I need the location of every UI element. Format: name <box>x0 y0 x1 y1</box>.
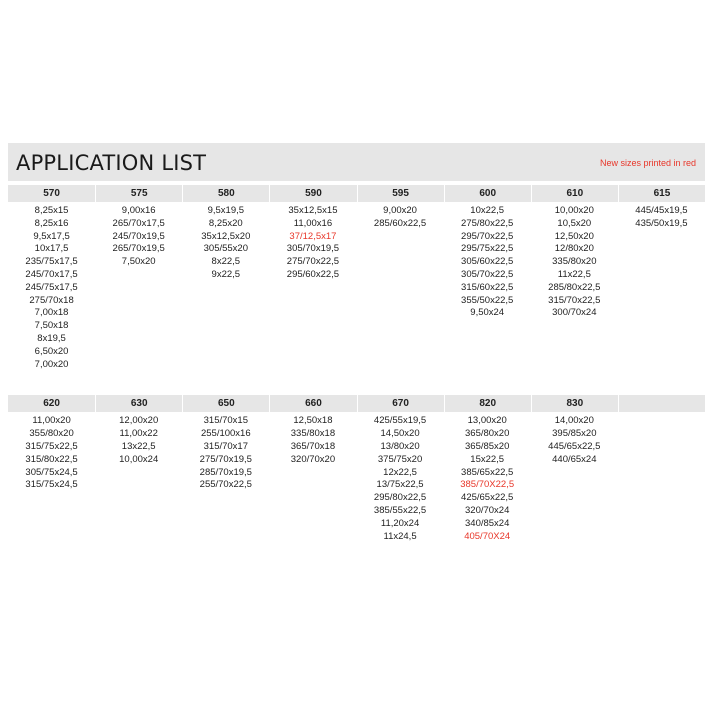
tire-size: 355/50x22,5 <box>461 294 514 306</box>
tire-size: 10,00x20 <box>554 205 594 216</box>
tire-size: 7,00x20 <box>34 358 69 370</box>
tire-size: 9,5x19,5 <box>207 205 245 216</box>
model-header: 575 <box>95 185 182 202</box>
tire-size: 12,00x20 <box>119 415 159 427</box>
model-header: 600 <box>444 185 531 202</box>
tire-size: 305/70x19,5 <box>286 243 340 255</box>
tire-size: 295/75x22,5 <box>461 243 514 255</box>
tire-size: 12,50x20 <box>554 230 594 242</box>
tire-size: 9,50x24 <box>470 307 505 319</box>
page-title: APPLICATION LIST <box>16 151 207 175</box>
tire-size: 6,50x20 <box>34 345 69 357</box>
application-list-sheet <box>8 143 705 543</box>
tire-size: 375/75x20 <box>377 453 423 465</box>
model-header: 610 <box>531 185 618 202</box>
tire-size: 11,00x20 <box>32 415 71 427</box>
tire-size: 255/70x22,5 <box>199 479 252 491</box>
tire-size: 11,00x16 <box>293 217 333 229</box>
tire-size: 300/70x24 <box>552 307 597 319</box>
tire-size: 7,50x18 <box>34 320 69 332</box>
new-tire-size: 405/70X24 <box>464 530 511 542</box>
tire-size: 320/70x24 <box>465 504 510 516</box>
tire-size: 445/65x22,5 <box>548 440 601 452</box>
size-column <box>269 202 356 371</box>
tire-size: 8x19,5 <box>37 332 66 344</box>
tire-size: 9,00x20 <box>383 205 417 216</box>
tire-size: 11x24,5 <box>383 530 417 542</box>
tire-size: 10,00x24 <box>119 453 159 465</box>
tire-size: 13,00x20 <box>467 415 507 427</box>
tire-size: 295/60x22,5 <box>286 268 340 280</box>
tire-size: 10,5x20 <box>557 217 592 229</box>
tire-size: 245/75x17,5 <box>25 281 78 293</box>
tire-size: 245/70x19,5 <box>112 230 165 242</box>
model-header: 570 <box>8 185 95 202</box>
tire-size: 305/75x24,5 <box>25 466 78 478</box>
tire-size: 11,00x22 <box>119 428 158 440</box>
size-table <box>8 395 705 543</box>
tire-size: 9,5x17,5 <box>33 230 70 242</box>
tire-size: 7,00x18 <box>34 307 69 319</box>
tire-size: 275/70x22,5 <box>286 256 340 268</box>
model-header: 670 <box>357 395 444 412</box>
model-header: 830 <box>531 395 618 412</box>
tire-size: 445/45x19,5 <box>635 205 688 216</box>
table-body-row <box>8 412 705 543</box>
new-tire-size: 37/12,5x17 <box>289 230 337 242</box>
size-column <box>357 202 444 371</box>
size-column <box>269 412 356 543</box>
tire-size: 315/70x15 <box>203 415 248 427</box>
model-header <box>618 395 705 412</box>
tire-size: 365/80x20 <box>465 428 510 440</box>
size-column <box>444 412 531 543</box>
model-header: 590 <box>269 185 356 202</box>
title-bar <box>8 143 705 181</box>
size-column <box>182 412 269 543</box>
tire-size: 245/70x17,5 <box>25 268 78 280</box>
tire-size: 285/70x19,5 <box>199 466 252 478</box>
tire-size: 385/55x22,5 <box>373 504 427 516</box>
model-header: 595 <box>357 185 444 202</box>
tire-size: 315/75x24,5 <box>25 479 78 491</box>
tire-size: 335/80x20 <box>552 256 597 268</box>
tire-size: 305/55x20 <box>203 243 248 255</box>
model-header: 580 <box>182 185 269 202</box>
tire-size: 265/70x17,5 <box>112 217 165 229</box>
tire-size: 305/60x22,5 <box>461 256 514 268</box>
tire-size: 295/80x22,5 <box>373 492 427 504</box>
tire-size: 12,50x18 <box>293 415 333 427</box>
tire-size: 13x22,5 <box>121 440 156 452</box>
size-column <box>618 202 705 371</box>
tire-size: 14,50x20 <box>380 428 420 440</box>
size-column <box>8 412 95 543</box>
size-column <box>444 202 531 371</box>
model-header: 620 <box>8 395 95 412</box>
model-header: 820 <box>444 395 531 412</box>
tire-size: 10x17,5 <box>34 243 69 255</box>
table-header-row <box>8 395 705 412</box>
size-column <box>618 412 705 543</box>
tire-size: 385/65x22,5 <box>461 466 514 478</box>
tire-size: 315/70x22,5 <box>548 294 601 306</box>
new-tire-size: 385/70X22,5 <box>460 479 515 491</box>
size-column <box>95 412 182 543</box>
tire-size: 305/70x22,5 <box>461 268 514 280</box>
tire-size: 8,25x15 <box>34 205 69 216</box>
tire-size: 12/80x20 <box>554 243 594 255</box>
table-header-row <box>8 185 705 202</box>
tire-size: 8,25x16 <box>34 217 69 229</box>
model-header: 630 <box>95 395 182 412</box>
tire-size: 320/70x20 <box>290 453 336 465</box>
tire-size: 13/80x20 <box>380 440 420 452</box>
size-column <box>531 202 618 371</box>
size-column <box>8 202 95 371</box>
size-tables <box>8 185 705 543</box>
tire-size: 255/100x16 <box>200 428 251 440</box>
tire-size: 340/85x24 <box>465 517 510 529</box>
size-column <box>182 202 269 371</box>
size-column <box>95 202 182 371</box>
tire-size: 315/60x22,5 <box>461 281 514 293</box>
tire-size: 11x22,5 <box>557 268 591 280</box>
tire-size: 9x22,5 <box>211 268 241 280</box>
tire-size: 275/70x19,5 <box>199 453 252 465</box>
tire-size: 35x12,5x20 <box>201 230 251 242</box>
size-table <box>8 185 705 371</box>
tire-size: 285/60x22,5 <box>373 217 427 229</box>
tire-size: 425/55x19,5 <box>373 415 427 427</box>
tire-size: 9,00x16 <box>121 205 156 216</box>
model-header: 660 <box>269 395 356 412</box>
tire-size: 265/70x19,5 <box>112 243 165 255</box>
table-body-row <box>8 202 705 371</box>
tire-size: 275/80x22,5 <box>461 217 514 229</box>
size-column <box>531 412 618 543</box>
model-header: 650 <box>182 395 269 412</box>
tire-size: 365/70x18 <box>290 440 336 452</box>
tire-size: 12x22,5 <box>383 466 417 478</box>
model-header: 615 <box>618 185 705 202</box>
tire-size: 7,50x20 <box>121 256 156 268</box>
tire-size: 315/80x22,5 <box>25 453 78 465</box>
tire-size: 425/65x22,5 <box>461 492 514 504</box>
size-column <box>357 412 444 543</box>
tire-size: 15x22,5 <box>470 453 505 465</box>
tire-size: 315/75x22,5 <box>25 440 78 452</box>
tire-size: 8x22,5 <box>211 256 241 268</box>
tire-size: 235/75x17,5 <box>25 256 78 268</box>
tire-size: 285/80x22,5 <box>548 281 601 293</box>
new-sizes-note: New sizes printed in red <box>599 158 696 168</box>
tire-size: 8,25x20 <box>208 217 243 229</box>
tire-size: 395/85x20 <box>552 428 597 440</box>
tire-size: 35x12,5x15 <box>288 205 338 216</box>
tire-size: 11,20x24 <box>380 517 420 529</box>
tire-size: 435/50x19,5 <box>635 217 688 229</box>
tire-size: 275/70x18 <box>29 294 74 306</box>
tire-size: 13/75x22,5 <box>376 479 424 491</box>
tire-size: 355/80x20 <box>29 428 74 440</box>
tire-size: 10x22,5 <box>470 205 505 216</box>
tire-size: 315/70x17 <box>203 440 248 452</box>
tire-size: 440/65x24 <box>552 453 597 465</box>
tire-size: 295/70x22,5 <box>461 230 514 242</box>
tire-size: 335/80x18 <box>290 428 336 440</box>
tire-size: 365/85x20 <box>465 440 510 452</box>
tire-size: 14,00x20 <box>554 415 594 427</box>
